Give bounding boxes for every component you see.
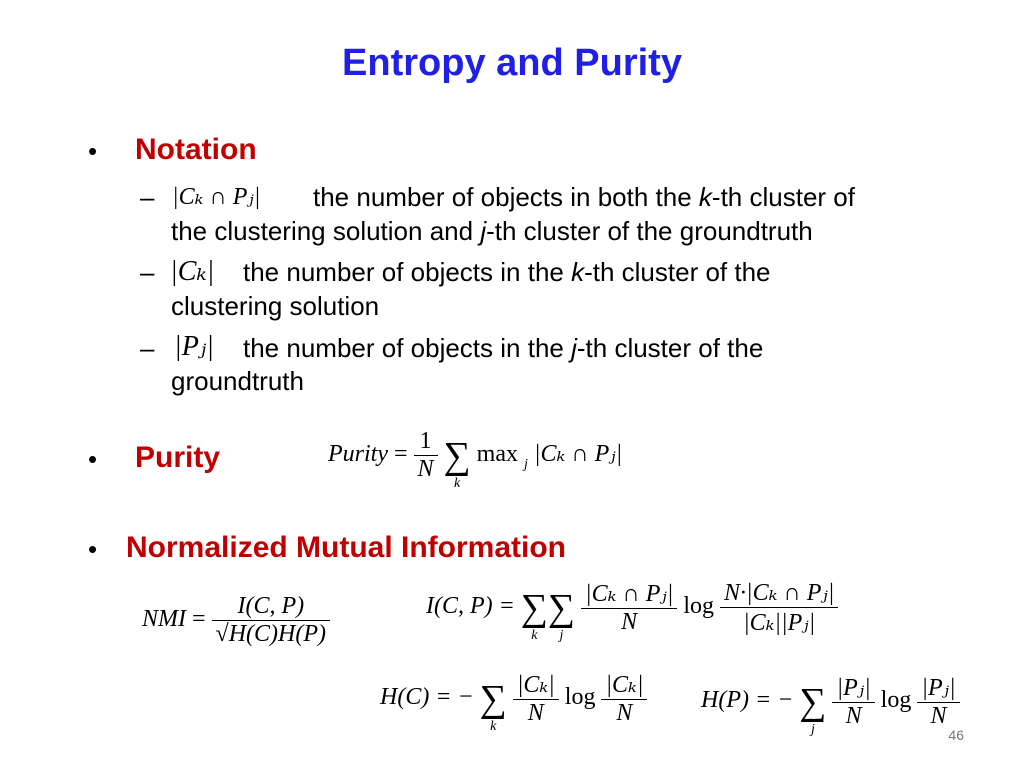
bullet-nmi: • [88, 534, 98, 564]
notation-text-3b: groundtruth [171, 366, 304, 396]
mutual-information-formula: I(C, P) = ∑ k ∑ j $\frac{\text{|Cₖ ∩ Pⱼ|}}{N}$ log $\frac{\text{N·|Cₖ ∩ Pⱼ|}}{\text{|Cₖ||Pⱼ|}}$ [426, 578, 838, 637]
bullet-notation: • [88, 136, 98, 166]
hc-fraction-2: $\frac{\text{|Cₖ|}}{N}$ [601, 670, 647, 727]
purity-fraction: $\frac{1}{N}$ [414, 428, 438, 483]
notation-symbol-2: |Cₖ| [170, 256, 215, 287]
purity-formula [328, 428, 623, 491]
entropy-p-formula: H(P) = − ∑ j $\frac{\text{|Pⱼ|}}{N}$ log $\frac{\text{|Pⱼ|}}{N}$ [701, 673, 960, 730]
notation-symbol-1: |Cₖ ∩ Pⱼ| [172, 184, 261, 210]
purity-sum-symbol: ∑ k [443, 434, 471, 491]
notation-text-3a: the number of objects in the j-th cluster of the [243, 333, 764, 363]
notation-heading: Notation [135, 133, 257, 166]
mi-sum-j: ∑ j [547, 586, 576, 643]
notation-text-2b: clustering solution [171, 291, 380, 321]
dash-2: – [140, 257, 155, 287]
notation-text-1b: the clustering solution and j-th cluster of the groundtruth [171, 216, 813, 246]
hp-fraction-2: $\frac{\text{|Pⱼ|}}{N}$ [917, 673, 959, 730]
hc-sum: ∑ k [479, 677, 507, 734]
purity-term: |Cₖ ∩ Pⱼ| [533, 441, 623, 468]
purity-heading: Purity [135, 441, 221, 474]
purity-eq: = [394, 441, 408, 468]
nmi-formula: NMI = $\frac{I(C, P)}{√H(C)H(P)}$ [142, 593, 330, 648]
mi-weight-fraction: $\frac{\text{|Cₖ ∩ Pⱼ|}}{N}$ [581, 579, 677, 636]
dash-1: – [140, 182, 155, 212]
purity-max: max [476, 441, 518, 468]
nmi-heading: Normalized Mutual Information [126, 531, 567, 564]
slide-title: Entropy and Purity [342, 42, 682, 84]
mi-sum-k: ∑ k [520, 586, 548, 643]
notation-text-1a: the number of objects in both the k-th cluster of [313, 182, 855, 212]
bullet-purity: • [88, 444, 98, 474]
purity-lhs: Purity [328, 441, 388, 468]
notation-text-2a: the number of objects in the k-th cluster of the [243, 257, 771, 287]
nmi-fraction: $\frac{I(C, P)}{√H(C)H(P)}$ [212, 593, 330, 648]
mi-log-fraction: $\frac{\text{N·|Cₖ ∩ Pⱼ|}}{\text{|Cₖ||Pⱼ|}}$ [720, 578, 838, 637]
hp-sum: ∑ j [799, 680, 827, 737]
entropy-c-formula: H(C) = − ∑ k $\frac{\text{|Cₖ|}}{N}$ log $\frac{\text{|Cₖ|}}{N}$ [380, 670, 647, 727]
purity-max-index: j [523, 457, 528, 473]
hp-fraction-1: $\frac{\text{|Pⱼ|}}{N}$ [832, 673, 874, 730]
hc-fraction-1: $\frac{\text{|Cₖ|}}{N}$ [513, 670, 559, 727]
notation-symbol-3: |Pⱼ| [174, 331, 214, 362]
dash-3: – [140, 333, 155, 363]
page-number: 46 [948, 727, 964, 743]
